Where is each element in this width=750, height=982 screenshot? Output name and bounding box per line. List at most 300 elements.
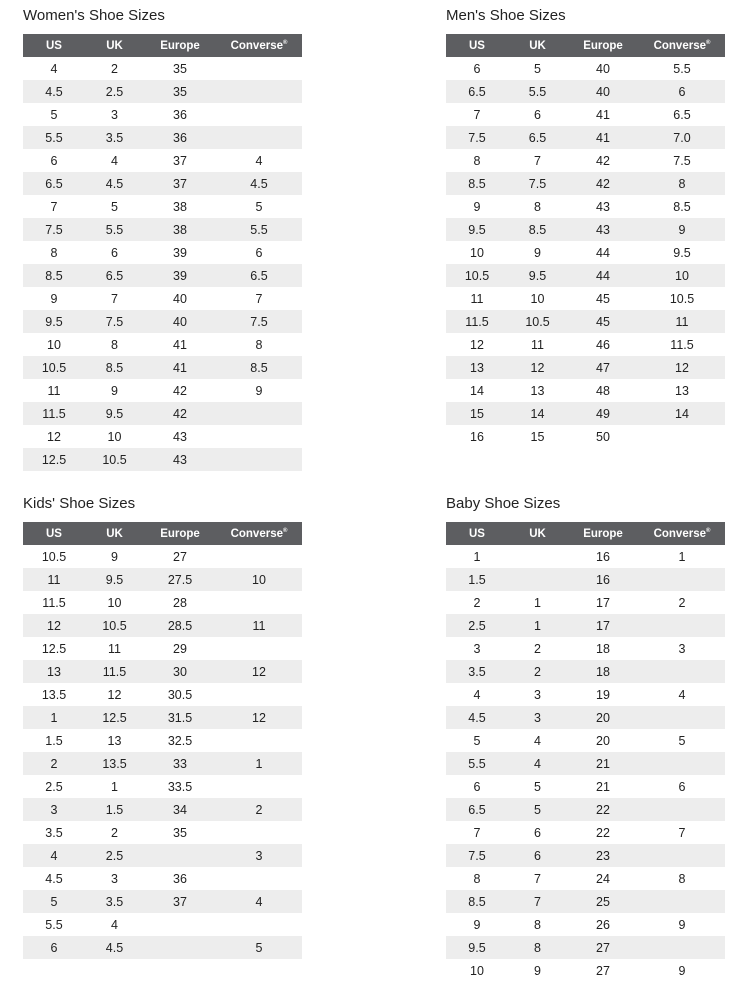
uk-size-cell: 10.5 (85, 614, 144, 637)
col-header-uk: UK (508, 522, 567, 545)
table-row (23, 310, 302, 333)
col-header-europe: Europe (144, 34, 216, 57)
us-size-cell: 5 (23, 890, 85, 913)
us-size-cell: 10.5 (23, 356, 85, 379)
us-size-cell: 4 (50, 61, 58, 76)
table-header-row (23, 522, 302, 545)
uk-size-cell: 8 (111, 337, 118, 352)
us-size-cell: 11 (470, 291, 484, 306)
table-row (446, 568, 725, 591)
converse-size-cell (216, 126, 302, 149)
registered-mark: ® (706, 527, 711, 534)
converse-size-cell: 5 (255, 199, 263, 214)
europe-size-cell: 16 (567, 568, 639, 591)
uk-size-cell: 4 (508, 752, 567, 775)
uk-size-cell: 4 (111, 917, 118, 932)
converse-size-cell: 6 (678, 779, 686, 794)
europe-size-cell: 46 (596, 337, 610, 352)
us-size-cell: 15 (446, 402, 508, 425)
converse-size-cell: 8 (678, 871, 686, 886)
converse-size-cell: 7 (255, 291, 263, 306)
converse-size-cell: 6 (639, 80, 725, 103)
europe-size-cell: 43 (144, 448, 216, 471)
europe-size-cell: 41 (567, 126, 639, 149)
converse-size-cell (216, 103, 302, 126)
uk-size-cell: 7.5 (508, 172, 567, 195)
uk-size-cell: 14 (508, 402, 567, 425)
table-row (23, 126, 302, 149)
europe-size-cell: 37 (173, 153, 187, 168)
europe-size-cell (144, 844, 216, 867)
europe-size-cell: 42 (567, 172, 639, 195)
uk-size-cell: 6.5 (85, 264, 144, 287)
table-row (23, 591, 302, 614)
uk-size-cell: 8 (508, 936, 567, 959)
europe-size-cell: 41 (173, 337, 187, 352)
converse-size-cell: 1 (678, 549, 686, 564)
converse-size-cell (216, 637, 302, 660)
europe-size-cell: 36 (173, 871, 187, 886)
table-row (23, 195, 302, 218)
converse-size-cell: 9 (678, 963, 686, 978)
table-row (446, 103, 725, 126)
us-size-cell: 1.5 (45, 733, 63, 748)
table-row (23, 729, 302, 752)
us-size-cell: 8.5 (23, 264, 85, 287)
europe-size-cell: 50 (596, 429, 610, 444)
europe-size-cell: 39 (173, 245, 187, 260)
us-size-cell: 5.5 (23, 126, 85, 149)
table-row (23, 568, 302, 591)
europe-size-cell: 41 (596, 107, 610, 122)
converse-size-cell (639, 752, 725, 775)
uk-size-cell: 2 (111, 61, 118, 76)
uk-size-cell: 7.5 (85, 310, 144, 333)
uk-size-cell: 11 (108, 641, 121, 656)
us-size-cell: 12.5 (23, 448, 85, 471)
converse-size-cell: 6.5 (673, 107, 691, 122)
us-size-cell: 5.5 (45, 917, 63, 932)
us-size-cell: 2 (23, 752, 85, 775)
table-row (23, 798, 302, 821)
europe-size-cell: 36 (173, 107, 187, 122)
table-row (446, 660, 725, 683)
table-row (23, 402, 302, 425)
europe-size-cell: 21 (567, 752, 639, 775)
uk-size-cell: 12.5 (85, 706, 144, 729)
table-row (446, 798, 725, 821)
uk-size-cell: 6 (534, 825, 541, 840)
us-size-cell: 4 (473, 687, 481, 702)
table-header-row (446, 34, 725, 57)
converse-size-cell: 10 (639, 264, 725, 287)
europe-size-cell: 35 (144, 80, 216, 103)
us-size-cell: 8 (50, 245, 58, 260)
us-size-cell: 6 (473, 779, 481, 794)
converse-size-cell (216, 448, 302, 471)
uk-size-cell: 11.5 (85, 660, 144, 683)
europe-size-cell: 25 (567, 890, 639, 913)
us-size-cell: 10 (470, 963, 484, 978)
converse-size-cell: 8.5 (216, 356, 302, 379)
europe-size-cell: 38 (173, 199, 187, 214)
uk-size-cell: 6 (111, 245, 118, 260)
europe-size-cell: 30 (144, 660, 216, 683)
europe-size-cell: 32.5 (167, 733, 193, 748)
table-row (446, 752, 725, 775)
uk-size-cell: 5.5 (508, 80, 567, 103)
col-header-europe: Europe (144, 522, 216, 545)
converse-size-cell: 10 (216, 568, 302, 591)
converse-size-cell: 9 (639, 218, 725, 241)
converse-size-cell: 12 (216, 706, 302, 729)
europe-size-cell (144, 936, 216, 959)
europe-size-cell: 17 (567, 614, 639, 637)
registered-mark: ® (283, 39, 288, 46)
table-row (23, 637, 302, 660)
table-row (446, 379, 725, 402)
registered-mark: ® (706, 39, 711, 46)
mens-size-section (446, 6, 725, 448)
europe-size-cell: 18 (567, 660, 639, 683)
europe-size-cell: 28.5 (144, 614, 216, 637)
us-size-cell: 3 (473, 641, 481, 656)
uk-size-cell: 9.5 (508, 264, 567, 287)
table-row (23, 821, 302, 844)
europe-size-cell: 26 (596, 917, 610, 932)
europe-size-cell: 45 (567, 310, 639, 333)
uk-size-cell: 3.5 (85, 890, 144, 913)
uk-size-cell: 5.5 (85, 218, 144, 241)
uk-size-cell: 10.5 (85, 448, 144, 471)
us-size-cell: 4 (23, 844, 85, 867)
converse-size-cell: 4 (216, 890, 302, 913)
us-size-cell: 13.5 (41, 687, 67, 702)
europe-size-cell: 31.5 (144, 706, 216, 729)
converse-label: Converse (653, 527, 706, 540)
europe-size-cell: 21 (596, 779, 610, 794)
table-row (446, 591, 725, 614)
europe-size-cell: 33.5 (167, 779, 193, 794)
converse-size-cell (216, 57, 302, 80)
converse-size-cell: 11.5 (670, 337, 694, 352)
table-row (23, 660, 302, 683)
col-header-us: US (23, 522, 85, 545)
converse-size-cell: 12 (216, 660, 302, 683)
converse-label: Converse (230, 39, 283, 52)
uk-size-cell: 10.5 (508, 310, 567, 333)
table-row (446, 57, 725, 80)
uk-size-cell: 7 (534, 153, 541, 168)
us-size-cell: 3.5 (446, 660, 508, 683)
table-row (446, 80, 725, 103)
us-size-cell: 11.5 (446, 310, 508, 333)
us-size-cell: 2.5 (446, 614, 508, 637)
womens-size-title: Women's Shoe Sizes (23, 7, 165, 24)
converse-size-cell (216, 867, 302, 890)
table-row (446, 402, 725, 425)
uk-size-cell: 8 (534, 917, 541, 932)
table-header-row (446, 522, 725, 545)
table-row (446, 890, 725, 913)
europe-size-cell: 43 (596, 199, 610, 214)
europe-size-cell: 17 (596, 595, 610, 610)
us-size-cell: 10 (470, 245, 484, 260)
europe-size-cell: 44 (567, 264, 639, 287)
europe-size-cell: 37 (144, 890, 216, 913)
converse-size-cell: 4 (678, 687, 686, 702)
mens-size-title: Men's Shoe Sizes (446, 7, 566, 24)
col-header-europe: Europe (567, 34, 639, 57)
uk-size-cell: 2 (508, 660, 567, 683)
us-size-cell: 5.5 (446, 752, 508, 775)
europe-size-cell: 37 (144, 172, 216, 195)
europe-size-cell: 40 (567, 80, 639, 103)
uk-size-cell: 4 (111, 153, 118, 168)
table-row (446, 264, 725, 287)
europe-size-cell: 34 (144, 798, 216, 821)
europe-size-cell: 41 (144, 356, 216, 379)
converse-size-cell: 2 (216, 798, 302, 821)
europe-size-cell: 47 (567, 356, 639, 379)
converse-size-cell (216, 913, 302, 936)
converse-size-cell (216, 591, 302, 614)
us-size-cell: 9 (50, 291, 58, 306)
us-size-cell: 5 (473, 733, 481, 748)
table-row (446, 637, 725, 660)
europe-size-cell: 27 (567, 936, 639, 959)
table-row (446, 706, 725, 729)
uk-size-cell: 7 (111, 291, 118, 306)
table-row (23, 706, 302, 729)
converse-size-cell: 14 (639, 402, 725, 425)
us-size-cell: 10 (47, 337, 61, 352)
uk-size-cell: 1 (111, 779, 118, 794)
baby-size-table (446, 522, 725, 982)
us-size-cell: 7 (50, 199, 58, 214)
uk-size-cell: 10 (107, 429, 122, 444)
converse-size-cell: 8 (255, 337, 263, 352)
col-header-us: US (446, 34, 508, 57)
uk-size-cell: 8.5 (85, 356, 144, 379)
europe-size-cell: 42 (144, 402, 216, 425)
europe-size-cell: 45 (596, 291, 610, 306)
us-size-cell: 5 (50, 107, 58, 122)
table-row (23, 775, 302, 798)
us-size-cell: 3 (23, 798, 85, 821)
table-row (23, 936, 302, 959)
europe-size-cell: 40 (596, 61, 610, 76)
converse-size-cell (216, 80, 302, 103)
uk-size-cell: 12 (508, 356, 567, 379)
europe-size-cell: 49 (567, 402, 639, 425)
table-row (446, 287, 725, 310)
uk-size-cell: 7 (534, 871, 541, 886)
converse-size-cell: 2 (678, 595, 686, 610)
europe-size-cell: 19 (596, 687, 610, 702)
uk-size-cell: 5 (111, 199, 118, 214)
uk-size-cell: 1 (508, 614, 567, 637)
europe-size-cell: 39 (144, 264, 216, 287)
uk-size-cell: 13.5 (85, 752, 144, 775)
uk-size-cell: 3 (111, 107, 118, 122)
table-row (23, 80, 302, 103)
converse-size-cell (639, 706, 725, 729)
us-size-cell: 9 (473, 917, 481, 932)
converse-size-cell: 9 (255, 383, 263, 398)
uk-size-cell (508, 568, 567, 591)
col-header-uk: UK (508, 34, 567, 57)
table-row (446, 913, 725, 936)
kids-size-table (23, 522, 302, 959)
converse-size-cell: 5 (216, 936, 302, 959)
us-size-cell: 11 (47, 383, 61, 398)
registered-mark: ® (283, 527, 288, 534)
europe-size-cell: 27 (173, 549, 187, 564)
table-row (23, 752, 302, 775)
uk-size-cell: 4.5 (85, 172, 144, 195)
uk-size-cell: 13 (107, 733, 122, 748)
uk-size-cell: 15 (530, 429, 545, 444)
converse-size-cell: 9.5 (673, 245, 691, 260)
uk-size-cell: 3.5 (85, 126, 144, 149)
baby-size-title: Baby Shoe Sizes (446, 495, 561, 512)
converse-size-cell: 5.5 (673, 61, 691, 76)
table-row (446, 936, 725, 959)
converse-size-cell (216, 775, 302, 798)
converse-size-cell: 11 (639, 310, 725, 333)
mens-size-table (446, 34, 725, 448)
uk-size-cell: 4 (534, 733, 541, 748)
womens-size-section (23, 6, 302, 471)
us-size-cell: 4.5 (45, 871, 63, 886)
table-row (23, 356, 302, 379)
table-row (446, 614, 725, 637)
uk-size-cell: 3 (534, 687, 541, 702)
converse-size-cell: 5.5 (216, 218, 302, 241)
europe-size-cell: 20 (567, 706, 639, 729)
converse-size-cell: 4 (255, 153, 263, 168)
uk-size-cell: 2 (534, 641, 541, 656)
converse-size-cell: 6 (255, 245, 263, 260)
europe-size-cell: 27 (596, 963, 610, 978)
europe-size-cell: 28 (173, 595, 187, 610)
uk-size-cell: 9.5 (85, 402, 144, 425)
converse-size-cell (216, 729, 302, 752)
us-size-cell: 6 (50, 153, 58, 168)
converse-size-cell (639, 798, 725, 821)
us-size-cell: 1 (473, 549, 481, 564)
us-size-cell: 1 (23, 706, 85, 729)
table-row (446, 775, 725, 798)
table-row (23, 264, 302, 287)
table-row (446, 683, 725, 706)
converse-size-cell (216, 683, 302, 706)
uk-size-cell: 9 (111, 383, 118, 398)
table-row (446, 149, 725, 172)
converse-size-cell (639, 614, 725, 637)
us-size-cell: 14 (470, 383, 484, 398)
col-header-converse (216, 34, 302, 57)
baby-size-section (446, 494, 725, 982)
europe-size-cell: 22 (567, 798, 639, 821)
table-row (446, 821, 725, 844)
converse-size-cell: 9 (678, 917, 686, 932)
converse-size-cell (639, 568, 725, 591)
europe-size-cell: 23 (567, 844, 639, 867)
table-row (446, 241, 725, 264)
europe-size-cell: 43 (567, 218, 639, 241)
europe-size-cell: 43 (173, 429, 187, 444)
uk-size-cell: 5 (534, 779, 541, 794)
converse-size-cell: 4.5 (216, 172, 302, 195)
table-row (446, 172, 725, 195)
us-size-cell: 8.5 (446, 890, 508, 913)
converse-size-cell (216, 402, 302, 425)
converse-size-cell (639, 425, 725, 448)
converse-size-cell: 10.5 (669, 291, 695, 306)
europe-size-cell: 20 (596, 733, 610, 748)
us-size-cell: 12 (470, 337, 484, 352)
table-row (23, 172, 302, 195)
converse-size-cell (639, 660, 725, 683)
europe-size-cell: 33 (144, 752, 216, 775)
table-row (23, 614, 302, 637)
converse-label: Converse (653, 39, 706, 52)
uk-size-cell: 12 (107, 687, 122, 702)
us-size-cell: 4.5 (23, 80, 85, 103)
europe-size-cell: 36 (144, 126, 216, 149)
table-row (23, 448, 302, 471)
col-header-uk: UK (85, 34, 144, 57)
us-size-cell: 2.5 (45, 779, 63, 794)
us-size-cell: 7.5 (446, 126, 508, 149)
europe-size-cell: 42 (596, 153, 610, 168)
table-row (23, 545, 302, 568)
us-size-cell: 6.5 (446, 80, 508, 103)
us-size-cell: 6 (23, 936, 85, 959)
europe-size-cell: 42 (173, 383, 187, 398)
europe-size-cell: 44 (596, 245, 610, 260)
table-row (23, 218, 302, 241)
us-size-cell: 6.5 (23, 172, 85, 195)
uk-size-cell: 1 (534, 595, 541, 610)
europe-size-cell: 40 (173, 291, 187, 306)
table-row (23, 913, 302, 936)
uk-size-cell: 10 (530, 291, 545, 306)
us-size-cell: 13 (446, 356, 508, 379)
converse-size-cell: 3 (678, 641, 686, 656)
uk-size-cell: 8.5 (508, 218, 567, 241)
uk-size-cell (508, 545, 567, 568)
col-header-converse (639, 34, 725, 57)
table-row (446, 356, 725, 379)
col-header-converse (639, 522, 725, 545)
converse-size-cell: 7.5 (673, 153, 691, 168)
us-size-cell: 12 (47, 429, 61, 444)
us-size-cell: 9.5 (23, 310, 85, 333)
converse-size-cell: 8.5 (673, 199, 691, 214)
uk-size-cell: 5 (534, 61, 541, 76)
table-row (23, 57, 302, 80)
europe-size-cell: 35 (173, 825, 187, 840)
table-row (446, 844, 725, 867)
table-row (23, 333, 302, 356)
converse-size-cell: 13 (675, 383, 689, 398)
us-size-cell: 12.5 (41, 641, 67, 656)
us-size-cell: 4.5 (446, 706, 508, 729)
uk-size-cell: 3 (111, 871, 118, 886)
